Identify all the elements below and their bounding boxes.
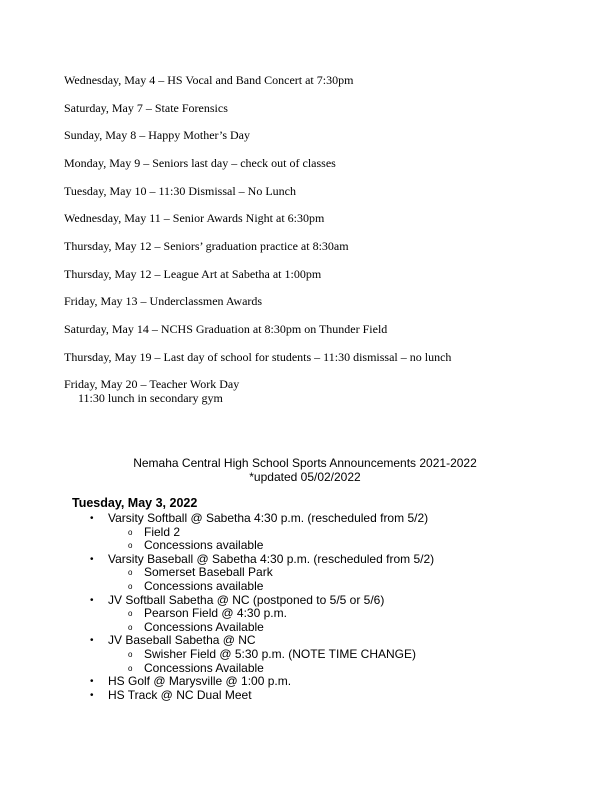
list-item xyxy=(90,553,434,594)
bullet-icon: • xyxy=(90,689,94,701)
sport-event-text: HS Track @ NC Dual Meet xyxy=(108,687,252,702)
day-heading: Tuesday, May 3, 2022 xyxy=(72,496,198,510)
sub-list xyxy=(108,648,434,675)
sub-list xyxy=(108,526,434,553)
sub-list-item xyxy=(108,648,434,662)
sport-event-text: HS Golf @ Marysville @ 1:00 p.m. xyxy=(108,674,292,689)
list-item xyxy=(90,512,434,553)
sports-list xyxy=(90,512,434,702)
sport-event-text: Varsity Baseball @ Sabetha 4:30 p.m. (rescheduled from 5/2) xyxy=(108,551,435,566)
event-line: Monday, May 9 – Seniors last day – check out of classes xyxy=(64,156,336,170)
bullet-icon: • xyxy=(90,513,94,524)
bullet-icon: • xyxy=(90,676,94,688)
sub-list-item xyxy=(108,526,434,540)
event-line: Tuesday, May 10 – 11:30 Dismissal – No Lunch xyxy=(64,184,296,198)
sports-title: Nemaha Central High School Sports Announcements 2021-2022 xyxy=(133,456,477,470)
event-line: Sunday, May 8 – Happy Mother’s Day xyxy=(64,128,250,142)
event-subline: 11:30 lunch in secondary gym xyxy=(78,391,223,405)
sub-list-item xyxy=(108,580,434,594)
list-item xyxy=(90,675,434,689)
sub-list-item xyxy=(108,539,434,553)
sport-event-text: JV Baseball Sabetha @ NC xyxy=(108,633,256,648)
event-line: Friday, May 20 – Teacher Work Day xyxy=(64,377,240,391)
sport-event-text: Varsity Softball @ Sabetha 4:30 p.m. (rescheduled from 5/2) xyxy=(108,511,429,525)
event-line: Saturday, May 7 – State Forensics xyxy=(64,101,228,115)
circle-bullet-icon: o xyxy=(128,609,133,619)
bullet-icon: • xyxy=(90,635,94,647)
circle-bullet-icon: o xyxy=(128,527,133,537)
list-item xyxy=(90,594,434,635)
sub-list-item xyxy=(108,566,434,580)
bullet-icon: • xyxy=(90,553,94,565)
sub-item-text: Pearson Field @ 4:30 p.m. xyxy=(144,606,287,621)
sub-item-text: Concessions Available xyxy=(144,660,264,675)
sport-event-text: JV Softball Sabetha @ NC (postponed to 5/5 or 5/6) xyxy=(108,592,385,607)
event-line: Saturday, May 14 – NCHS Graduation at 8:30pm on Thunder Field xyxy=(64,322,388,336)
event-line: Thursday, May 12 – League Art at Sabetha at 1:00pm xyxy=(64,267,322,281)
sub-item-text: Field 2 xyxy=(144,524,181,539)
sub-item-text: Concessions Available xyxy=(144,619,264,634)
sub-list-item xyxy=(108,662,434,676)
updated-date: *updated 05/02/2022 xyxy=(249,469,361,484)
circle-bullet-icon: o xyxy=(128,541,133,551)
sub-list-item xyxy=(108,621,434,635)
sports-header xyxy=(100,457,510,484)
sub-list xyxy=(108,566,434,593)
circle-bullet-icon: o xyxy=(128,622,133,632)
sub-item-text: Concessions available xyxy=(144,538,264,553)
sub-list-item xyxy=(108,607,434,621)
event-line: Wednesday, May 4 – HS Vocal and Band Concert at 7:30pm xyxy=(64,73,354,87)
circle-bullet-icon: o xyxy=(128,649,133,659)
sub-item-text: Swisher Field @ 5:30 p.m. (NOTE TIME CHANGE) xyxy=(144,646,417,661)
circle-bullet-icon: o xyxy=(128,663,133,673)
circle-bullet-icon: o xyxy=(128,581,133,591)
bullet-icon: • xyxy=(90,594,94,606)
sub-list xyxy=(108,607,434,634)
sub-item-text: Somerset Baseball Park xyxy=(144,565,273,580)
event-line: Thursday, May 12 – Seniors’ graduation practice at 8:30am xyxy=(64,239,349,253)
event-line: Wednesday, May 11 – Senior Awards Night at 6:30pm xyxy=(64,211,325,225)
event-line: Friday, May 13 – Underclassmen Awards xyxy=(64,294,263,308)
list-item xyxy=(90,689,434,703)
list-item xyxy=(90,634,434,675)
circle-bullet-icon: o xyxy=(128,568,133,578)
event-line: Thursday, May 19 – Last day of school for students – 11:30 dismissal – no lunch xyxy=(64,350,452,364)
sub-item-text: Concessions available xyxy=(144,578,264,593)
